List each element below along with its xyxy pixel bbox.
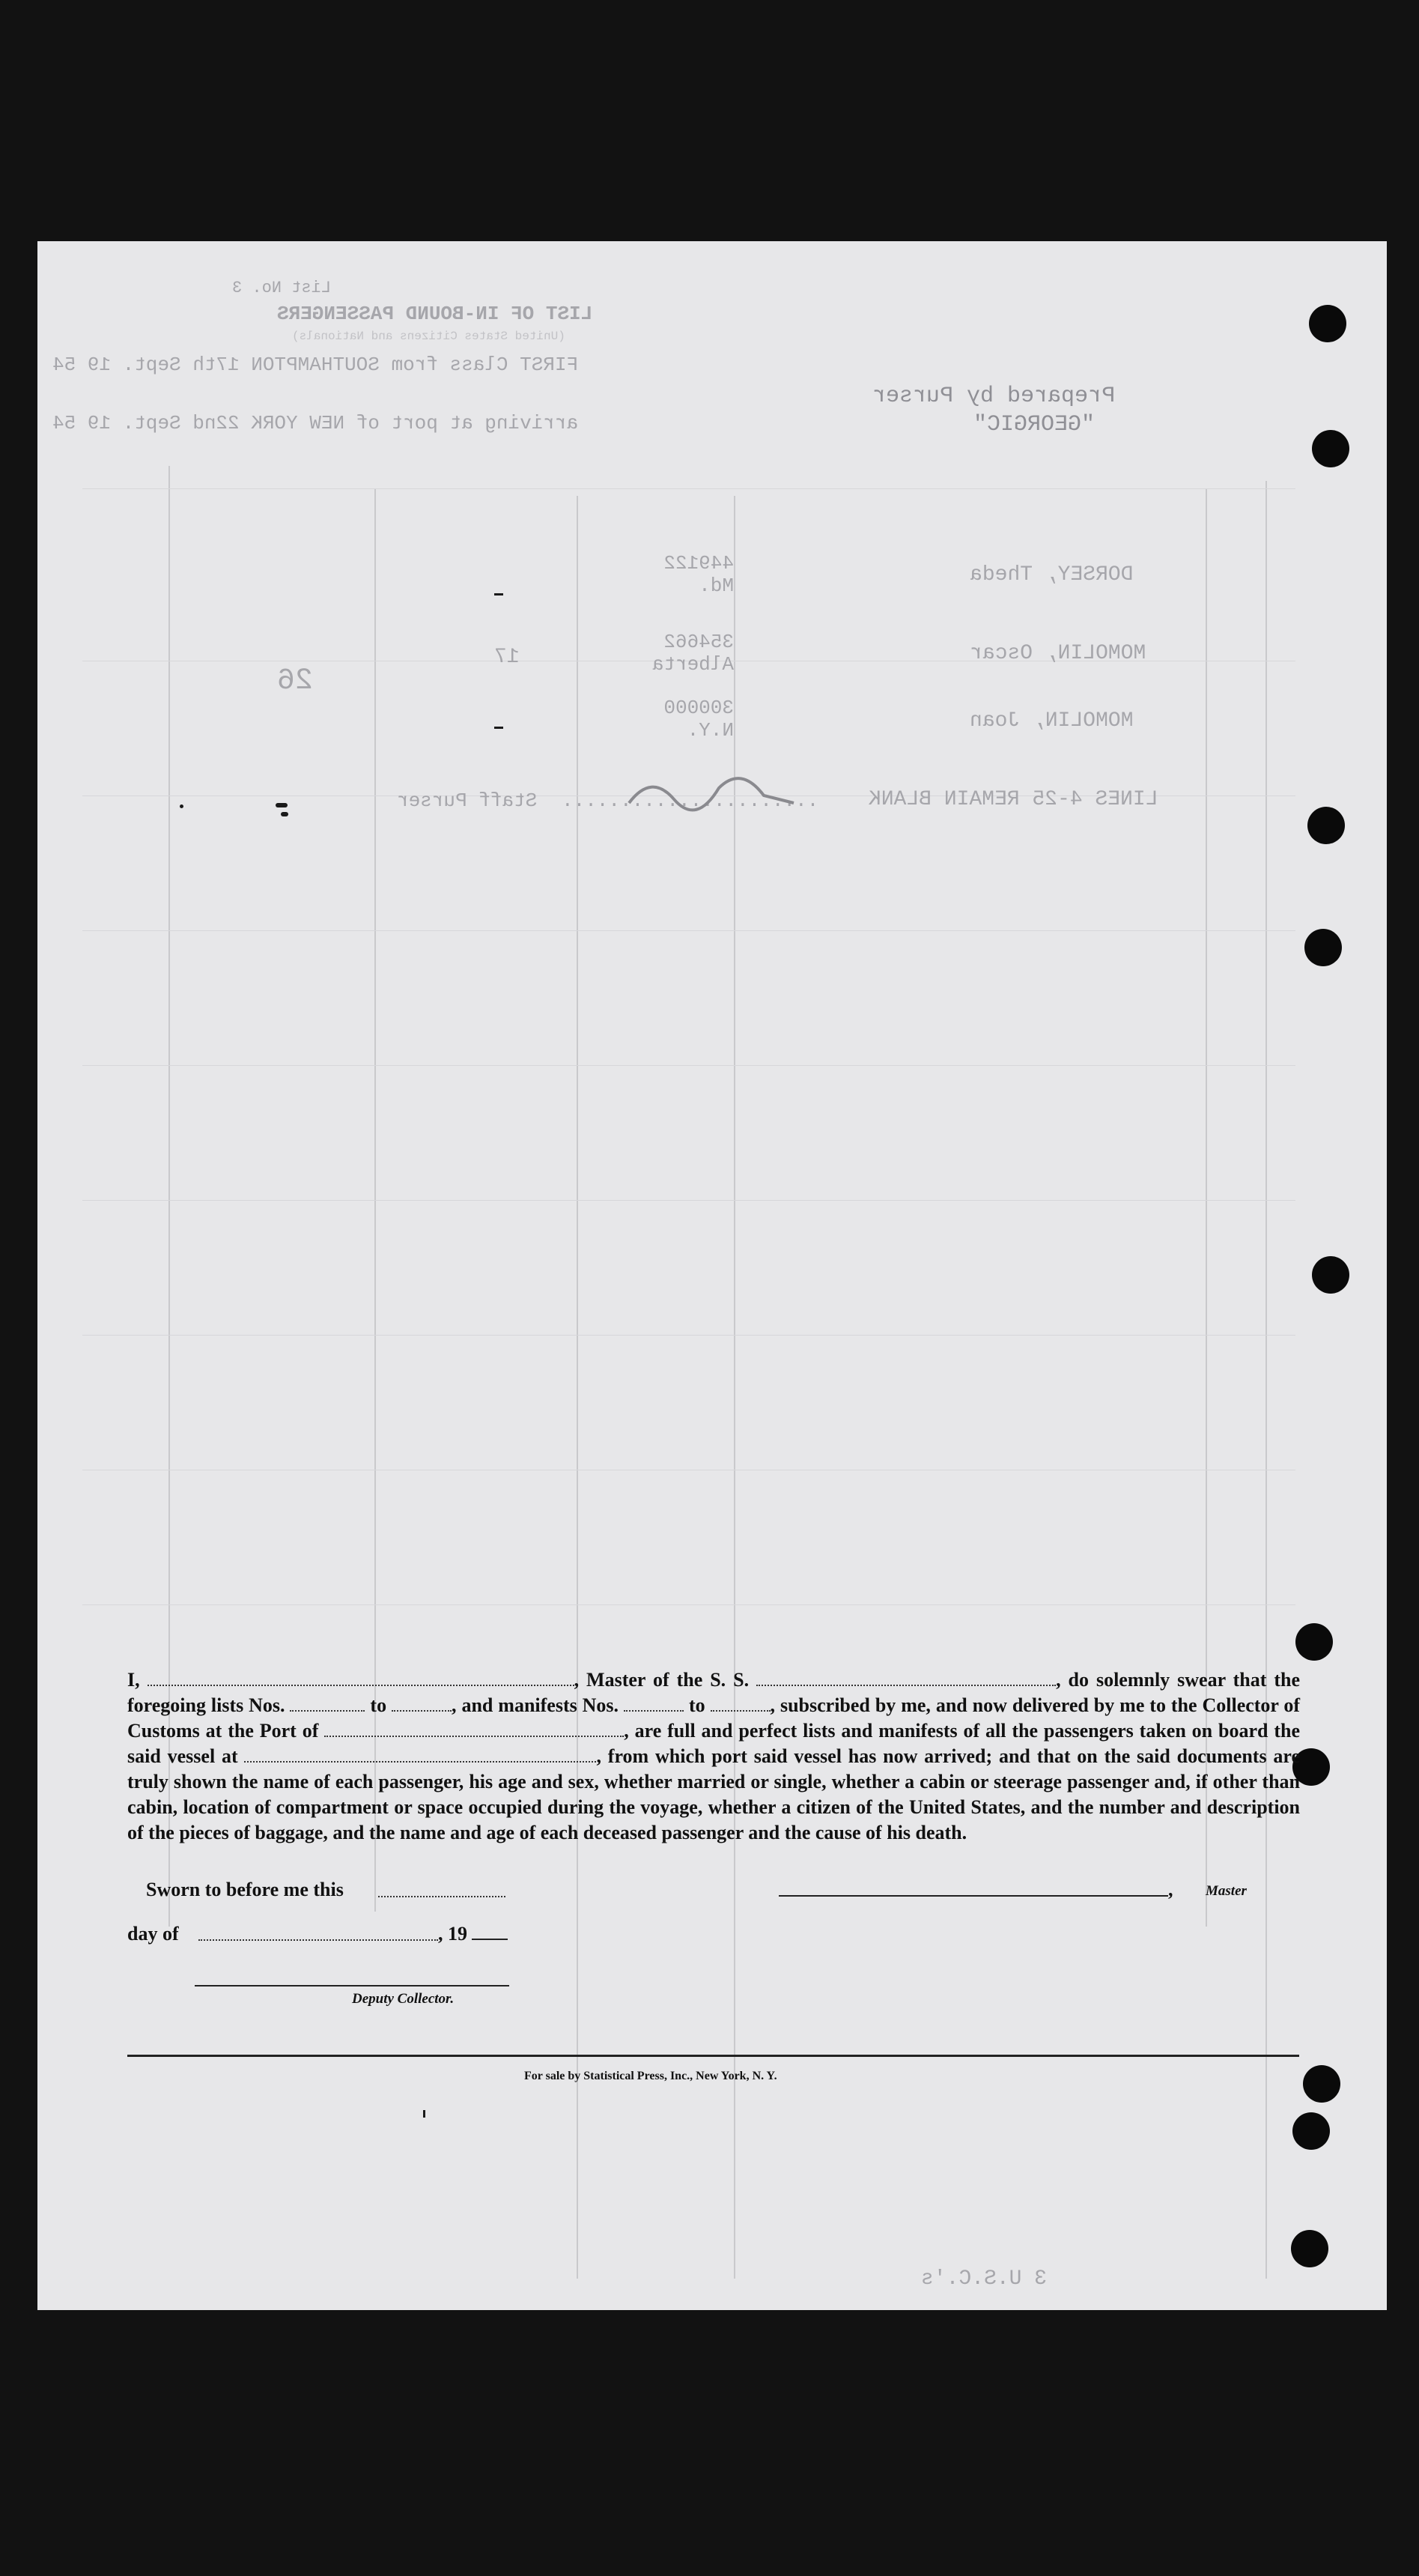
list-number-bleed: List No. 3 [232, 279, 332, 297]
row-rule [82, 1200, 1295, 1201]
oath-text: to [688, 1694, 705, 1716]
passport-bleed: 300000 N.Y. [663, 697, 734, 742]
passenger-row-bleed: MOMOLIN, Joan [970, 709, 1134, 733]
oath-text: I, [127, 1669, 140, 1691]
day-of-label: day of [127, 1923, 179, 1945]
dash-mark [494, 593, 503, 595]
footer-imprint: For sale by Statistical Press, Inc., New York, N. Y. [524, 2070, 777, 2082]
ink-spot [281, 812, 288, 816]
prepared-by-bleed: Prepared by Purser [872, 384, 1116, 409]
age-bleed: 17 [494, 646, 520, 669]
row-rule [82, 1604, 1295, 1605]
oath-text: , subscribed by me, and now delivered by me to the Collector of Customs at the Port of [127, 1694, 1301, 1742]
blank-field[interactable] [324, 1722, 624, 1737]
blank-field[interactable] [244, 1748, 596, 1763]
signature-bleed [622, 758, 801, 818]
year-blank[interactable] [472, 1939, 508, 1940]
manifest-sheet [37, 241, 1387, 2310]
passenger-row-bleed: DORSEY, Theda [970, 563, 1134, 587]
voyage-line-bleed: FIRST Class from SOUTHAMPTON 17th Sept. 19 54 [52, 354, 579, 376]
punch-hole [1291, 2230, 1328, 2267]
punch-hole [1303, 2065, 1340, 2103]
punch-hole [1312, 1256, 1349, 1294]
ink-spot [180, 804, 183, 808]
oath-text: , are full and perfect lists and manifests of all the passengers taken on board the said vessel at [127, 1720, 1301, 1767]
ink-tick [423, 2110, 425, 2118]
sworn-label: Sworn to before me this [146, 1879, 344, 1900]
sworn-blank[interactable] [378, 1895, 505, 1897]
punch-hole [1295, 1623, 1333, 1661]
column-rule [1265, 481, 1267, 2279]
blank-field[interactable] [756, 1671, 1056, 1686]
margin-mark-bleed: 3 U.S.C.'s [921, 2267, 1048, 2291]
year-label: , 19 [438, 1923, 467, 1945]
row-rule [82, 1065, 1295, 1066]
dotted-leader-bleed: ...................... [562, 790, 819, 812]
oath-text: , and manifests Nos. [452, 1694, 619, 1716]
passenger-row-bleed: LINES 4-25 REMAIN BLANK [869, 788, 1158, 811]
punch-hole [1304, 929, 1342, 966]
blank-field[interactable] [624, 1697, 684, 1712]
blank-field[interactable] [711, 1697, 771, 1712]
punch-hole [1292, 2112, 1330, 2150]
vessel-name-bleed: "GEORGIC" [973, 412, 1096, 437]
blank-field[interactable] [392, 1697, 452, 1712]
staff-purser-bleed: Staff Purser [397, 790, 538, 812]
master-label: Master [1206, 1883, 1247, 1899]
dash-mark [494, 727, 503, 729]
blank-field[interactable] [148, 1671, 574, 1686]
deputy-collector-label: Deputy Collector. [352, 1991, 455, 2007]
punch-hole [1307, 807, 1345, 844]
extra-bleed: 26 [277, 664, 314, 698]
column-rule [577, 496, 578, 2279]
deputy-signature-line[interactable] [195, 1985, 509, 1986]
punch-hole [1312, 430, 1349, 467]
oath-text: , do solemnly swear that the foregoing lists Nos. [127, 1669, 1301, 1716]
oath-text: to [370, 1694, 387, 1716]
passport-bleed: 354662 Alberta [651, 631, 734, 676]
header-rule [82, 488, 1295, 489]
blank-field[interactable] [290, 1697, 365, 1712]
title-bleed: LIST OF IN-BOUND PASSENGERS [277, 303, 593, 325]
row-rule [82, 930, 1295, 931]
punch-hole [1309, 305, 1346, 342]
oath-text: , Master of the S. S. [574, 1669, 750, 1691]
passport-bleed: 449122 Md. [663, 552, 734, 597]
oath-paragraph [127, 1667, 1300, 1846]
master-signature-line[interactable] [779, 1895, 1168, 1897]
row-rule [82, 1335, 1295, 1336]
footer-rule [127, 2055, 1299, 2057]
subtitle-bleed: (United States Citizens and Nationals) [292, 330, 565, 343]
master-comma: , [1168, 1879, 1173, 1900]
passenger-row-bleed: MOMOLIN, Oscar [970, 642, 1146, 665]
arrival-line-bleed: arriving at port of NEW YORK 22nd Sept. 19 54 [52, 412, 579, 434]
day-of-blank[interactable] [198, 1939, 438, 1941]
ink-spot [276, 803, 288, 807]
oath-text: , from which port said vessel has now arrived; and that on the said documents are truly shown the name of each passenger, his age and sex, whether married or single, whether a cabin or steerage passenger and, if other than cabin, location of compartment or space occupied during the voyage, whether a citizen of the United States, and the number and description of the pieces of baggage, and the name and age of each deceased passenger and the cause of his death. [127, 1745, 1301, 1843]
